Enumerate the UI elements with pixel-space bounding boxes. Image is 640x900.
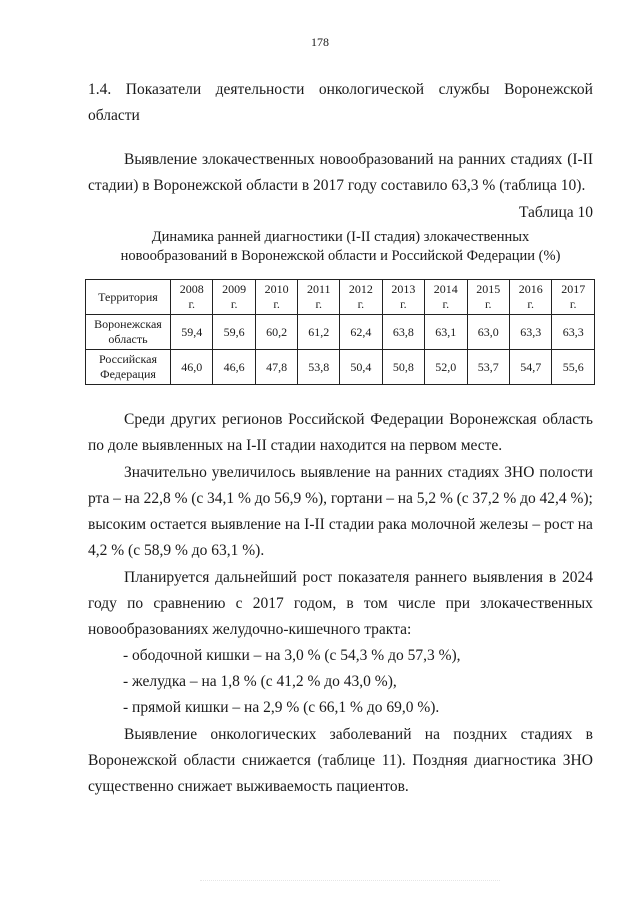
word: Планируется <box>124 569 210 586</box>
value-cell: 63,1 <box>425 315 467 350</box>
word: злокачественных <box>480 595 593 612</box>
word: по <box>127 595 144 612</box>
word: на <box>577 516 593 533</box>
word: до <box>520 490 536 507</box>
word: Значительно <box>124 464 207 481</box>
table-row <box>86 315 595 350</box>
paragraph-line: существенно снижает выживаемость пациентов. <box>88 778 409 795</box>
word: – <box>386 490 395 507</box>
territory-cell: Российская Федерация <box>86 350 171 385</box>
word: раннего <box>415 569 467 586</box>
word: (с <box>456 490 469 507</box>
word: диагностика <box>474 752 557 769</box>
word: до <box>254 490 271 507</box>
paragraph-line <box>88 512 593 538</box>
word: ранних <box>458 151 506 168</box>
value-cell: 63,0 <box>467 315 509 350</box>
word: на <box>375 464 391 481</box>
word: область <box>542 411 593 428</box>
value-cell: 62,4 <box>340 315 382 350</box>
word: 22,8 % <box>143 490 188 507</box>
word: молочной <box>410 516 476 533</box>
word: выявление <box>210 516 281 533</box>
paragraph-line <box>88 147 593 173</box>
word: на <box>424 726 440 743</box>
word: Российской <box>288 411 365 428</box>
word: стадиях <box>510 151 563 168</box>
section-heading <box>88 77 593 129</box>
paragraph-early-detection <box>88 147 593 199</box>
word: железы <box>479 516 529 533</box>
value-cell: 46,6 <box>213 350 255 385</box>
word: Федерации <box>370 411 444 428</box>
value-cell: 59,6 <box>213 315 255 350</box>
word: Воронежской <box>88 752 177 769</box>
value-cell: 63,8 <box>382 315 424 350</box>
word: поздних <box>453 726 508 743</box>
word: 42,4 %); <box>539 490 593 507</box>
section-heading-line2: области <box>88 107 140 124</box>
word: в <box>585 726 593 743</box>
word: – <box>532 516 541 533</box>
word: I-II <box>304 516 325 533</box>
word: 2024 <box>561 569 593 586</box>
word: дальнейший <box>215 569 297 586</box>
word: регионов <box>222 411 283 428</box>
word: году <box>88 595 117 612</box>
word: 34,1 % <box>207 490 251 507</box>
word: выявление <box>300 464 371 481</box>
table-caption <box>88 228 593 266</box>
value-cell: 63,3 <box>509 315 551 350</box>
word: рта <box>88 490 110 507</box>
word: годом, <box>293 595 337 612</box>
word: Выявление <box>124 726 198 743</box>
word: выявления <box>472 569 544 586</box>
word: в <box>548 569 557 586</box>
table-header-row <box>86 280 595 315</box>
value-cell: 50,4 <box>340 350 382 385</box>
column-header-year: 2017 г. <box>552 280 595 315</box>
value-cell: 59,4 <box>171 315 213 350</box>
word: в <box>346 595 354 612</box>
word: стадиях <box>447 464 500 481</box>
paragraph-line <box>88 460 593 486</box>
table-row <box>86 350 595 385</box>
column-header-territory: Территория <box>86 280 171 315</box>
word: при <box>445 595 470 612</box>
paragraph-line <box>88 407 593 433</box>
heading-word: деятельности <box>215 81 305 98</box>
paragraph-planned-growth <box>88 565 593 643</box>
heading-word: Показатели <box>125 81 202 98</box>
value-cell: 47,8 <box>255 350 297 385</box>
table-caption-line1: Динамика ранней диагностики (I-II стадия) злокачественных <box>151 229 530 245</box>
word: Выявление <box>124 151 198 168</box>
heading-word: Воронежской <box>504 81 593 98</box>
word: показателя <box>337 569 410 586</box>
word: 56,9 %), <box>274 490 328 507</box>
word: увеличилось <box>211 464 296 481</box>
word: Среди <box>124 411 165 428</box>
word: 5,2 % <box>416 490 453 507</box>
word: 2017 <box>252 595 284 612</box>
word: других <box>170 411 217 428</box>
word: на <box>124 490 140 507</box>
paragraph-detection-increase <box>88 460 593 564</box>
paragraph-line <box>88 591 593 617</box>
value-cell: 53,8 <box>298 350 340 385</box>
word: (I-II <box>567 151 593 168</box>
word: новообразований <box>319 151 434 168</box>
heading-word: 1.4. <box>88 81 112 98</box>
column-header-year: 2009 г. <box>213 280 255 315</box>
word: рака <box>378 516 407 533</box>
list-item: - прямой кишки – на 2,9 % (с 66,1 % до 69,0 %). <box>123 699 440 716</box>
value-cell: 50,8 <box>382 350 424 385</box>
territory-cell: Воронежская область <box>86 315 171 350</box>
word: ЗНО <box>504 464 535 481</box>
paragraph-line <box>88 565 593 591</box>
word: Поздняя <box>412 752 468 769</box>
word: заболеваний <box>329 726 412 743</box>
value-cell: 53,7 <box>467 350 509 385</box>
word: ранних <box>395 464 443 481</box>
word: 11). <box>381 752 406 769</box>
word: 37,2 % <box>472 490 517 507</box>
paragraph-line: по доле выявленных на I-II стадии находится на первом месте. <box>88 437 503 454</box>
page-number: 178 <box>311 35 329 49</box>
word: стадии <box>328 516 375 533</box>
value-cell: 54,7 <box>509 350 551 385</box>
list-item: - желудка – на 1,8 % (с 41,2 % до 43,0 %), <box>123 673 397 690</box>
table-label: Таблица 10 <box>518 204 593 221</box>
column-header-year: 2014 г. <box>425 280 467 315</box>
column-header-year: 2016 г. <box>509 280 551 315</box>
column-header-year: 2011 г. <box>298 280 340 315</box>
list-item: - ободочной кишки – на 3,0 % (с 54,3 % до 57,3 %), <box>123 647 461 664</box>
word: Воронежская <box>449 411 537 428</box>
word: сравнению <box>153 595 226 612</box>
word: том <box>363 595 388 612</box>
column-header-year: 2015 г. <box>467 280 509 315</box>
word: (с <box>191 490 204 507</box>
word: с <box>235 595 243 612</box>
word: рост <box>544 516 574 533</box>
word: ЗНО <box>562 752 593 769</box>
value-cell: 46,0 <box>171 350 213 385</box>
footer-rule <box>200 880 500 881</box>
word: гортани <box>330 490 383 507</box>
word: числе <box>397 595 436 612</box>
column-header-year: 2008 г. <box>171 280 213 315</box>
word: злокачественных <box>201 151 315 168</box>
word: (таблице <box>317 752 376 769</box>
paragraph-line: новообразованиях желудочно-кишечного тракта: <box>88 621 412 638</box>
heading-word: онкологической <box>318 81 425 98</box>
word: – <box>113 490 121 507</box>
paragraph-line: стадии) в Воронежской области в 2017 году составило 63,3 % (таблица 10). <box>88 177 586 194</box>
word: снижается <box>241 752 311 769</box>
paragraph-line <box>88 722 593 748</box>
word: рост <box>302 569 333 586</box>
word: стадиях <box>520 726 573 743</box>
paragraph-late-detection <box>88 722 593 800</box>
value-cell: 61,2 <box>298 315 340 350</box>
word: остается <box>150 516 207 533</box>
word: на <box>438 151 454 168</box>
word: полости <box>539 464 593 481</box>
table-caption-line2: новообразований в Воронежской области и Российской Федерации (%) <box>120 248 561 264</box>
early-diagnosis-table <box>85 279 595 385</box>
paragraph-region-rank <box>88 407 593 459</box>
word: на <box>397 490 413 507</box>
word: высоким <box>88 516 146 533</box>
paragraph-line <box>88 486 593 512</box>
value-cell: 52,0 <box>425 350 467 385</box>
value-cell: 55,6 <box>552 350 595 385</box>
column-header-year: 2013 г. <box>382 280 424 315</box>
value-cell: 60,2 <box>255 315 297 350</box>
column-header-year: 2012 г. <box>340 280 382 315</box>
section-heading-line1 <box>88 77 593 103</box>
paragraph-line <box>88 748 593 774</box>
word: онкологических <box>210 726 317 743</box>
heading-word: службы <box>438 81 490 98</box>
paragraph-line: 4,2 % (с 58,9 % до 63,1 %). <box>88 542 265 559</box>
word: области <box>183 752 236 769</box>
column-header-year: 2010 г. <box>255 280 297 315</box>
value-cell: 63,3 <box>552 315 595 350</box>
word: на <box>284 516 301 533</box>
